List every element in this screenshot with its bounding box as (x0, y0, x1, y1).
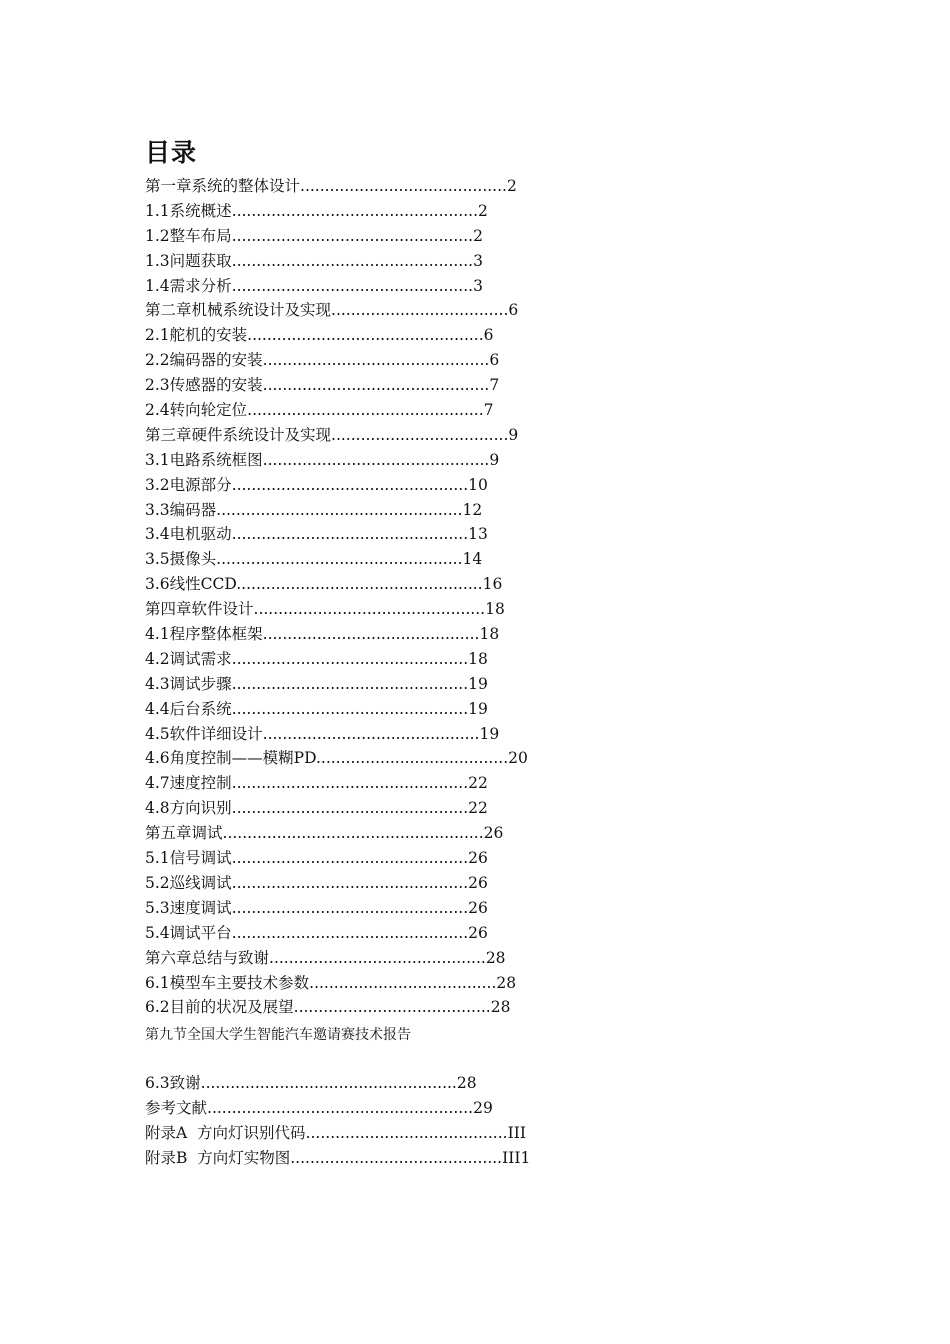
toc-entry-page: 2 (478, 201, 488, 220)
toc-entry[interactable] (145, 821, 765, 846)
toc-entry-leader: .................................................. (236, 575, 483, 594)
toc-entry-leader: ........................................ (293, 998, 491, 1017)
toc-entry-label: 4.2调试需求 (145, 649, 232, 668)
toc-entry[interactable] (145, 1071, 765, 1096)
toc-entry[interactable] (145, 921, 765, 946)
toc-entry[interactable] (145, 796, 765, 821)
toc-entry-page: 9 (489, 450, 500, 469)
toc-entry[interactable] (145, 448, 765, 473)
running-header: 第九节全国大学生智能汽车邀请赛技术报告 (145, 1027, 411, 1043)
toc-entry-leader: ................................................ (231, 674, 469, 693)
toc-entry-page: 28 (456, 1074, 477, 1092)
toc-entry-leader: .............................................. (262, 376, 490, 395)
toc-entry-leader: ................................................. (231, 226, 474, 245)
toc-entry-page: 18 (485, 600, 505, 619)
toc-entry-page: 6 (489, 351, 500, 370)
toc-entry[interactable] (145, 522, 765, 547)
toc-entry-label: 附录B 方向灯实物图 (145, 1148, 291, 1167)
toc-entry-leader: .............................................. (262, 351, 490, 370)
toc-entry-leader: ................................................ (247, 326, 484, 345)
toc-entry[interactable] (145, 846, 765, 871)
toc-entry-leader: ................................................. (231, 251, 474, 270)
toc-entry-page: 19 (468, 699, 488, 718)
toc-entry-label: 3.6线性CCD (145, 575, 237, 594)
toc-entry-label: 5.1信号调试 (145, 849, 232, 868)
toc-entry[interactable] (145, 995, 765, 1020)
toc-entry-leader: .................................... (331, 425, 509, 444)
toc-entry[interactable] (145, 572, 765, 597)
toc-entry-page: 9 (508, 425, 519, 444)
toc-entry[interactable] (145, 597, 765, 622)
toc-entry-label: 第四章软件设计 (145, 600, 254, 619)
toc-entry-page: 6 (508, 301, 519, 320)
toc-entry-leader: ................................................ (247, 401, 484, 420)
toc-entry-label: 4.5软件详细设计 (145, 724, 263, 743)
toc-entry-label: 第五章调试 (145, 824, 223, 843)
toc-entry[interactable] (145, 647, 765, 672)
toc-entry-leader: .................................................. (216, 500, 463, 519)
toc-entry-label: 2.2编码器的安装 (145, 351, 263, 370)
toc-entry-page: 20 (508, 749, 528, 768)
toc-entry-leader: .............................................. (262, 450, 490, 469)
toc-entry[interactable] (145, 249, 765, 274)
toc-entry[interactable] (145, 174, 765, 199)
toc-entry-leader: .................................................. (231, 201, 479, 220)
toc-entry[interactable] (145, 697, 765, 722)
toc-entry-label: 1.1系统概述 (145, 201, 232, 220)
toc-entry-leader: ................................................ (231, 873, 469, 892)
toc-entry-page: 29 (473, 1098, 493, 1117)
toc-entry-leader: ................................................ (231, 525, 469, 544)
toc-entry-page: 28 (490, 998, 511, 1017)
toc-entry-label: 4.3调试步骤 (145, 674, 232, 693)
toc-entry-page: 22 (468, 774, 488, 793)
toc-entry[interactable] (145, 298, 765, 323)
toc-entry[interactable] (145, 896, 765, 921)
toc-entry-leader: ......................................... (305, 1123, 508, 1142)
toc-entry-leader: ................................................ (231, 849, 469, 868)
toc-entry-label: 1.3问题获取 (145, 251, 232, 270)
toc-entry-page: 26 (468, 873, 488, 892)
toc-entry[interactable] (145, 1096, 765, 1121)
toc-entry[interactable] (145, 323, 765, 348)
toc-entry-leader: ................................................. (231, 276, 474, 295)
toc-entry-label: 5.3速度调试 (145, 898, 232, 917)
toc-entry-label: 2.4转向轮定位 (145, 401, 248, 420)
toc-entry-leader: .................................... (331, 301, 509, 320)
toc-entry-label: 3.5摄像头 (145, 550, 217, 569)
toc-entry-leader: ................................................ (231, 649, 469, 668)
toc-entry-label: 3.4电机驱动 (145, 525, 232, 544)
toc-entry-leader: .................................................... (200, 1074, 457, 1092)
toc-entry-label: 参考文献 (145, 1098, 208, 1117)
toc-entry-page: 12 (462, 500, 483, 519)
toc-entry[interactable] (145, 547, 765, 572)
toc-entry-label: 6.3致谢 (145, 1074, 201, 1092)
toc-entry[interactable] (145, 871, 765, 896)
toc-entry[interactable] (145, 473, 765, 498)
toc-entry-label: 6.1模型车主要技术参数 (145, 973, 310, 992)
toc-entry[interactable] (145, 622, 765, 647)
toc-entry-leader: ....................................... (315, 749, 509, 768)
toc-entry-page: 19 (468, 674, 488, 693)
toc-entry-page: 26 (468, 923, 488, 942)
toc-entry[interactable] (145, 398, 765, 423)
toc-entry-leader: ................................................ (231, 699, 469, 718)
toc-entry-page: 22 (468, 799, 488, 818)
toc-entry-label: 2.3传感器的安装 (145, 376, 263, 395)
toc-entry-page: 26 (468, 898, 488, 917)
toc-entry-label: 4.6角度控制——模糊PD (145, 749, 316, 768)
toc-entry[interactable] (145, 771, 765, 796)
toc-entry-leader: ...................................................... (207, 1098, 474, 1117)
toc-entry-page: III1 (502, 1148, 531, 1167)
toc-entry[interactable] (145, 946, 765, 971)
toc-entry-page: 7 (489, 376, 500, 395)
toc-entry-page: 10 (468, 475, 488, 494)
toc-entry-leader: ..................................................... (222, 824, 484, 843)
toc-entry-page: 2 (473, 226, 483, 245)
toc-entry-label: 1.4需求分析 (145, 276, 232, 295)
toc-entry-page: 3 (473, 276, 483, 295)
toc-entry-page: 2 (506, 177, 517, 195)
toc-entry-page: 28 (485, 948, 506, 967)
toc-title: 目录 (145, 138, 198, 167)
toc-entry[interactable] (145, 373, 765, 398)
toc-entry-label: 第六章总结与致谢 (145, 948, 270, 967)
toc-entry-label: 3.3编码器 (145, 500, 217, 519)
toc-entry-page: 14 (462, 550, 483, 569)
toc-entry[interactable] (145, 722, 765, 747)
toc-entry[interactable] (145, 1146, 765, 1171)
toc-entry-page: 6 (483, 326, 494, 345)
toc-entry-page: 26 (468, 849, 488, 868)
toc-entry-leader: ........................................... (290, 1148, 503, 1167)
toc-entry-page: III (507, 1123, 526, 1142)
toc-entry-label: 第一章系统的整体设计 (145, 177, 301, 195)
toc-entry-label: 5.4调试平台 (145, 923, 232, 942)
toc-entry-leader: ................................................ (231, 898, 469, 917)
toc-entry[interactable] (145, 274, 765, 299)
toc-entry-label: 5.2巡线调试 (145, 873, 232, 892)
toc-entry-leader: ............................................ (262, 724, 480, 743)
toc-list (145, 174, 765, 1020)
toc-entry-label: 3.2电源部分 (145, 475, 232, 494)
toc-entry[interactable] (145, 1121, 765, 1146)
toc-entry[interactable] (145, 672, 765, 697)
toc-entry-leader: ................................................ (231, 923, 469, 942)
toc-entry-leader: ................................................ (231, 774, 469, 793)
toc-entry-label: 6.2目前的状况及展望 (145, 998, 294, 1017)
toc-entry-label: 附录A 方向灯识别代码 (145, 1123, 306, 1142)
toc-entry-label: 1.2整车布局 (145, 226, 232, 245)
toc-entry-page: 13 (468, 525, 488, 544)
toc-entry[interactable] (145, 423, 765, 448)
toc-entry-page: 26 (483, 824, 504, 843)
toc-list-continued (145, 1071, 765, 1171)
toc-entry-label: 2.1舵机的安装 (145, 326, 248, 345)
toc-entry-label: 第二章机械系统设计及实现 (145, 301, 332, 320)
toc-entry[interactable] (145, 224, 765, 249)
toc-entry[interactable] (145, 746, 765, 771)
toc-entry-leader: ............................................... (253, 600, 486, 619)
toc-entry-leader: .......................................... (300, 177, 507, 195)
toc-entry-page: 16 (482, 575, 503, 594)
toc-entry-label: 3.1电路系统框图 (145, 450, 263, 469)
toc-entry-page: 18 (468, 649, 488, 668)
toc-entry[interactable] (145, 971, 765, 996)
toc-entry-leader: ................................................ (231, 475, 469, 494)
toc-entry-leader: ...................................... (309, 973, 497, 992)
toc-entry[interactable] (145, 199, 765, 224)
toc-entry-leader: ................................................ (231, 799, 469, 818)
toc-entry-label: 第三章硬件系统设计及实现 (145, 425, 332, 444)
toc-entry-leader: ............................................ (262, 625, 480, 644)
toc-entry-label: 4.7速度控制 (145, 774, 232, 793)
toc-entry-page: 7 (483, 401, 494, 420)
toc-entry-label: 4.1程序整体框架 (145, 625, 263, 644)
toc-entry-leader: .................................................. (216, 550, 463, 569)
toc-entry-page: 28 (496, 973, 517, 992)
toc-entry-leader: ............................................ (269, 948, 486, 967)
toc-entry[interactable] (145, 498, 765, 523)
toc-entry-page: 3 (473, 251, 483, 270)
toc-entry-page: 18 (479, 625, 500, 644)
toc-entry[interactable] (145, 348, 765, 373)
toc-entry-label: 4.8方向识别 (145, 799, 232, 818)
toc-entry-page: 19 (479, 724, 500, 743)
toc-entry-label: 4.4后台系统 (145, 699, 232, 718)
